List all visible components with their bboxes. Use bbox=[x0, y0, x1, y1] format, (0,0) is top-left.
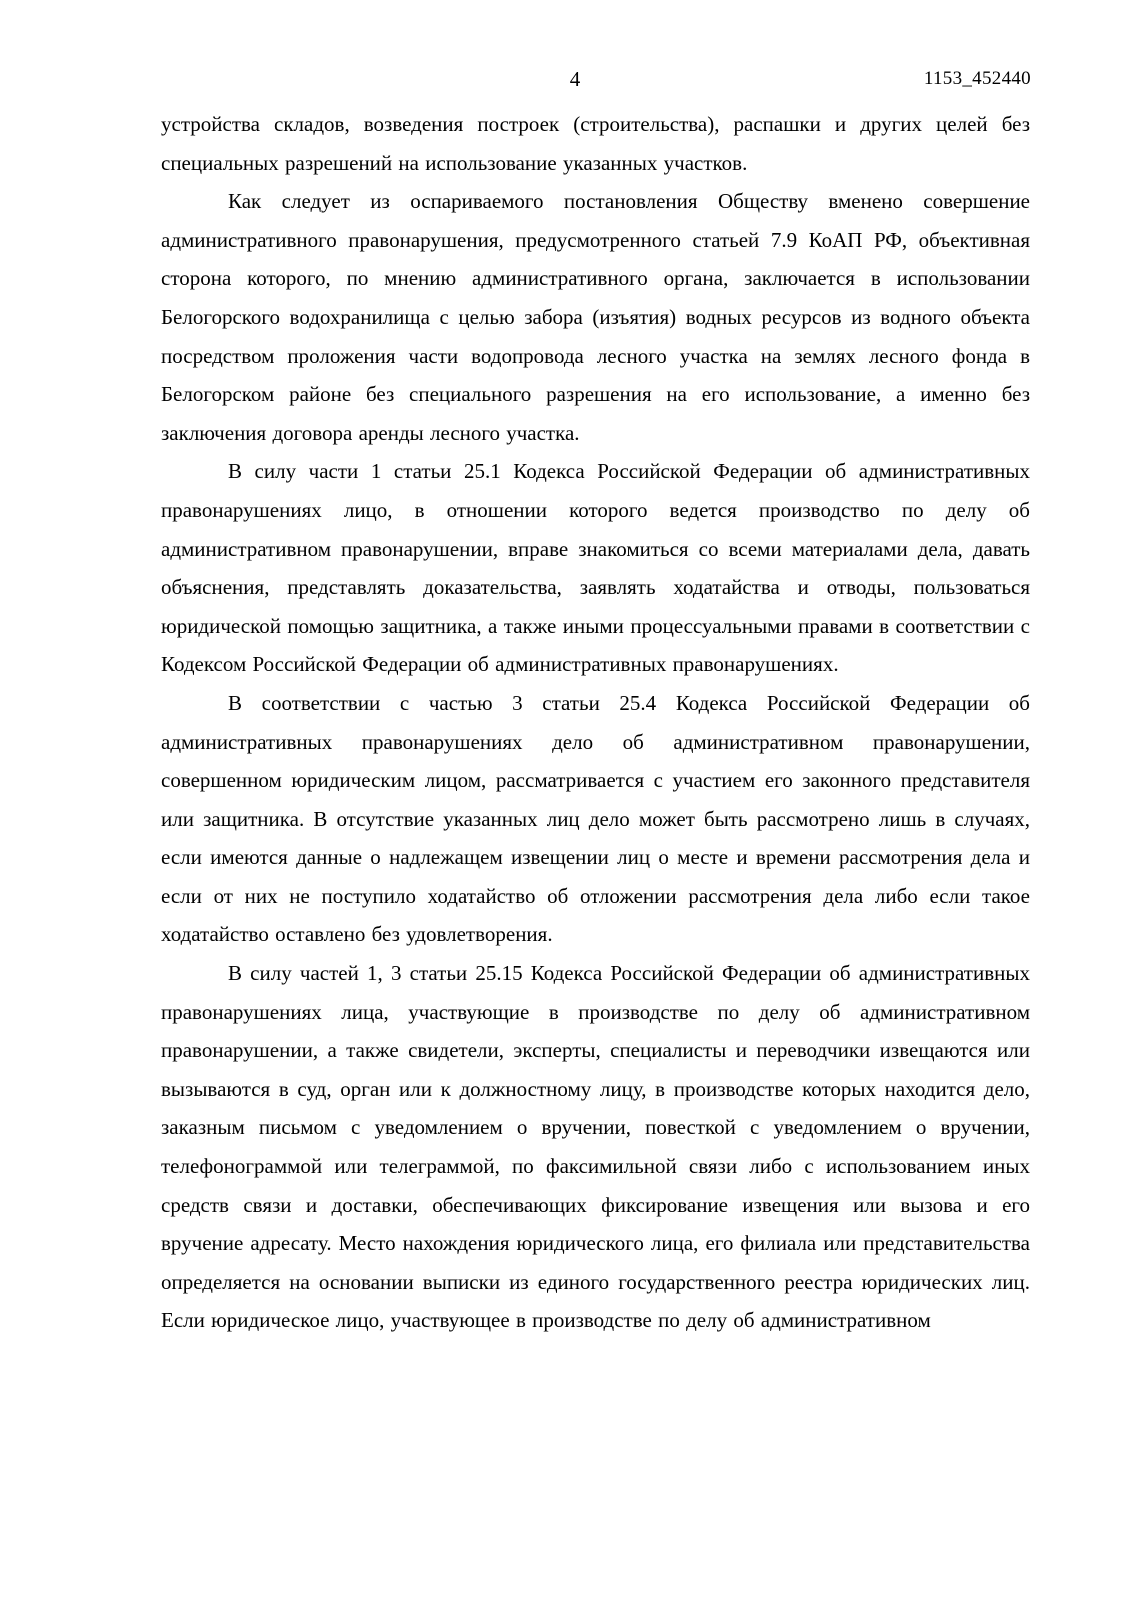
document-body bbox=[161, 105, 1030, 1340]
paragraph-charge-description: Как следует из оспариваемого постановления Обществу вменено совершение административного правонарушения, предусмотренного статьей 7.9 КоАП РФ, объективная сторона которого, по мнению административного органа, заключается в использовании Белогорского водохранилища с целью забора (изъятия) водных ресурсов из водного объекта посредством проложения части водопровода лесного участка на землях лесного фонда в Белогорском районе без специального разрешения на его использование, а именно без заключения договора аренды лесного участка. bbox=[161, 189, 1030, 445]
paragraph-article-25-4: В соответствии с частью 3 статьи 25.4 Кодекса Российской Федерации об административных правонарушениях дело об административном правонарушении, совершенном юридическим лицом, рассматривается с участием его законного представителя или защитника. В отсутствие указанных лиц дело может быть рассмотрено лишь в случаях, если имеются данные о надлежащем извещении лиц о месте и времени рассмотрения дела и если от них не поступило ходатайство об отложении рассмотрения дела либо если такое ходатайство оставлено без удовлетворения. bbox=[161, 690, 1030, 947]
document-id: 1153_452440 bbox=[923, 68, 1031, 89]
page-number: 4 bbox=[569, 67, 581, 91]
paragraph-continuation: устройства складов, возведения построек (строительства), распашки и других целей без специальных разрешений на использование указанных участков. bbox=[161, 112, 1030, 175]
paragraph-article-25-1: В силу части 1 статьи 25.1 Кодекса Российской Федерации об административных правонарушениях лицо, в отношении которого ведется производство по делу об административном правонарушении, вправе знакомиться со всеми материалами дела, давать объяснения, представлять доказательства, заявлять ходатайства и отводы, пользоваться юридической помощью защитника, а также иными процессуальными правами в соответствии с Кодексом Российской Федерации об административных правонарушениях. bbox=[161, 459, 1030, 677]
paragraph-article-25-15: В силу частей 1, 3 статьи 25.15 Кодекса Российской Федерации об административных правонарушениях лица, участвующие в производстве по делу об административном правонарушении, а также свидетели, эксперты, специалисты и переводчики извещаются или вызываются в суд, орган или к должностному лицу, в производстве которых находится дело, заказным письмом с уведомлением о вручении, повесткой с уведомлением о вручении, телефонограммой или телеграммой, по факсимильной связи либо с использованием иных средств связи и доставки, обеспечивающих фиксирование извещения или вызова и его вручение адресату. Место нахождения юридического лица, его филиала или представительства определяется на основании выписки из единого государственного реестра юридических лиц. Если юридическое лицо, участвующее в производстве по делу об административном bbox=[161, 961, 1030, 1333]
